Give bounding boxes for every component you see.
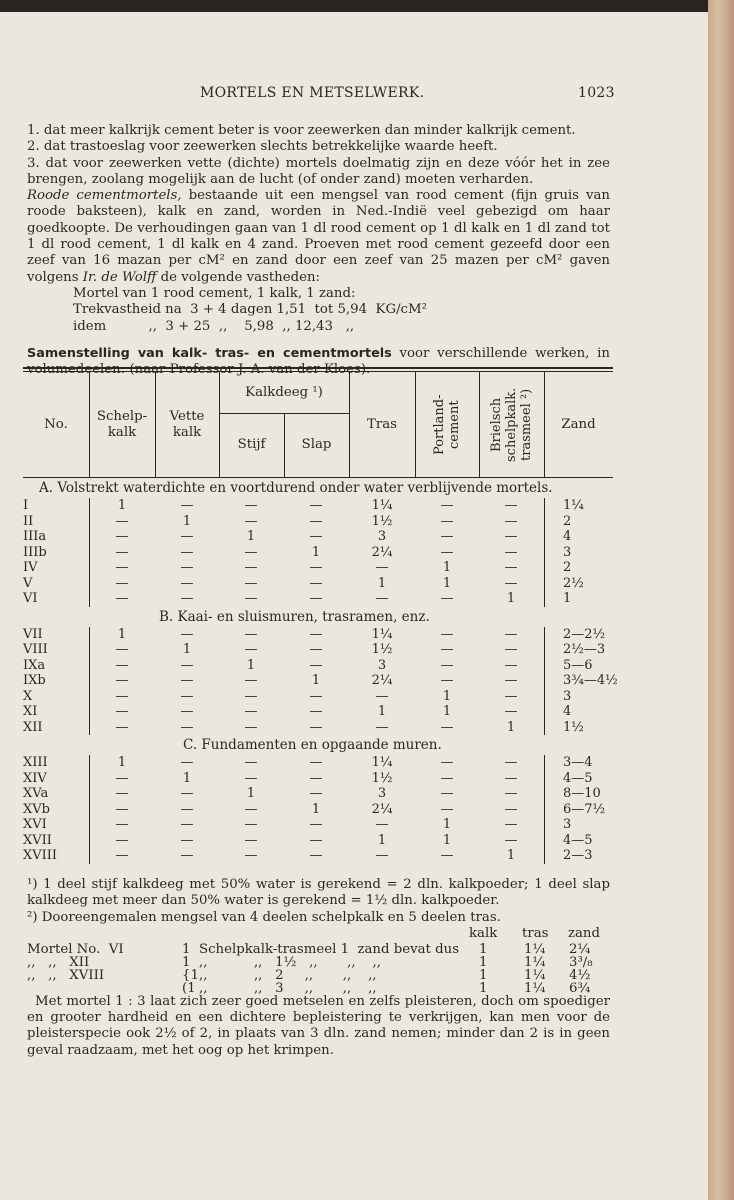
- roode-cementmortels-term: Roode cementmortels,: [27, 188, 182, 204]
- cell-no: IIIb: [23, 544, 47, 560]
- cell-zand: 2: [563, 560, 572, 575]
- cell-value: —: [244, 544, 258, 560]
- cell-zand: 4—5: [563, 832, 593, 848]
- cell-zand: 4: [563, 529, 572, 544]
- cell-value: —: [440, 498, 454, 513]
- cell-zand: 8—10: [563, 786, 601, 801]
- cell-value: —: [504, 626, 518, 642]
- cell-value: —: [309, 591, 323, 606]
- cell-value: —: [375, 719, 389, 735]
- mortar-table: [23, 367, 618, 864]
- table-top-rule: [23, 367, 613, 369]
- mix-col-kalk: kalk: [469, 925, 498, 941]
- cell-value: 1: [246, 657, 256, 673]
- cell-no: IV: [23, 560, 38, 575]
- cell-value: —: [504, 704, 518, 719]
- cell-value: —: [309, 832, 323, 848]
- cell-no: II: [23, 513, 34, 529]
- cell-value: —: [180, 786, 194, 801]
- running-title: MORTELS EN METSELWERK.: [200, 85, 425, 101]
- mix-col-zand: zand: [568, 925, 601, 941]
- cell-value: —: [375, 817, 389, 832]
- mix-zand: 3³/₈: [569, 954, 593, 970]
- cell-value: 1: [182, 770, 192, 786]
- header-stijf: Stijf: [237, 437, 266, 452]
- cell-zand: 1¼: [563, 498, 584, 513]
- cell-value: —: [244, 755, 258, 770]
- cell-value: —: [309, 513, 323, 529]
- cell-value: 1: [246, 529, 256, 544]
- cell-value: 1: [506, 719, 516, 735]
- cell-value: —: [309, 755, 323, 770]
- cell-value: —: [115, 848, 129, 863]
- table-row: [23, 514, 613, 530]
- cell-value: —: [440, 513, 454, 529]
- footnote-2: ²) Dooreengemalen mengsel van 4 deelen schelpkalk en 5 deelen tras.: [27, 909, 501, 925]
- cell-value: —: [115, 770, 129, 786]
- cell-value: —: [309, 704, 323, 719]
- mix-desc: ,, ,, 1½ ,, ,, ,,: [199, 954, 381, 970]
- mix-kalk: 1: [479, 980, 488, 996]
- cell-value: —: [115, 560, 129, 575]
- cell-value: 1: [117, 498, 127, 513]
- cell-value: —: [244, 704, 258, 719]
- cell-value: —: [115, 719, 129, 735]
- cell-value: —: [244, 688, 258, 704]
- cell-value: 2¼: [371, 801, 393, 817]
- cell-value: —: [440, 770, 454, 786]
- header-vette-kalk: Vette kalk: [169, 408, 205, 440]
- cell-value: —: [309, 626, 323, 642]
- cell-value: 1½: [371, 513, 393, 529]
- cell-zand: 3—4: [563, 755, 593, 770]
- cell-zand: 3: [563, 817, 572, 832]
- cell-no: VII: [23, 626, 43, 642]
- cell-value: —: [115, 801, 129, 817]
- cell-value: 1¼: [371, 498, 393, 513]
- mix-table: [27, 926, 610, 994]
- cell-value: —: [504, 786, 518, 801]
- cell-value: 3: [377, 529, 387, 544]
- cell-value: —: [309, 560, 323, 575]
- cell-value: —: [115, 513, 129, 529]
- cell-value: —: [375, 688, 389, 704]
- cell-value: 1: [442, 688, 452, 704]
- cell-value: —: [244, 591, 258, 606]
- cell-zand: 6—7½: [563, 801, 606, 817]
- table-heading-bold: Samenstelling van kalk- tras- en cementmortels: [27, 345, 392, 361]
- mix-desc: Schelpkalk-trasmeel 1 zand bevat dus: [199, 941, 460, 957]
- cell-value: —: [504, 513, 518, 529]
- mix-ratio: (1: [182, 980, 196, 996]
- table-row: [23, 560, 613, 576]
- cell-no: XVIII: [23, 848, 58, 863]
- cell-value: —: [244, 801, 258, 817]
- cell-no: V: [23, 575, 33, 591]
- cell-no: XIII: [23, 755, 48, 770]
- table-row: [23, 642, 613, 658]
- cell-value: 1: [311, 673, 321, 688]
- cell-value: —: [309, 657, 323, 673]
- cell-value: —: [504, 657, 518, 673]
- cell-value: —: [309, 688, 323, 704]
- body-text: [27, 123, 610, 378]
- mix-label: ,, ,, XII: [27, 954, 90, 970]
- cell-value: —: [115, 786, 129, 801]
- section-title: C. Fundamenten en opgaande muren.: [183, 737, 442, 753]
- table-row: [23, 817, 613, 833]
- cell-value: —: [115, 817, 129, 832]
- mix-tras: 1¼: [524, 980, 546, 996]
- cell-value: 1: [117, 626, 127, 642]
- cell-value: —: [244, 626, 258, 642]
- cell-value: 3: [377, 786, 387, 801]
- cell-value: —: [309, 498, 323, 513]
- cell-value: —: [375, 560, 389, 575]
- cell-value: —: [440, 544, 454, 560]
- cell-value: 1: [506, 591, 516, 606]
- cell-value: —: [180, 544, 194, 560]
- cell-value: —: [180, 719, 194, 735]
- cell-value: —: [244, 498, 258, 513]
- mix-label: ,, ,, XVIII: [27, 967, 105, 983]
- cell-value: —: [115, 544, 129, 560]
- conclusion-1: 1. dat meer kalkrijk cement beter is voor zeewerken dan minder kalkrijk cement.: [27, 123, 576, 138]
- cell-value: —: [115, 704, 129, 719]
- mix-tras: 1¼: [524, 954, 546, 970]
- cell-value: —: [504, 817, 518, 832]
- cell-no: XII: [23, 719, 43, 735]
- mix-zand: 2¼: [569, 941, 591, 957]
- mix-label: Mortel No. VI: [27, 941, 124, 957]
- mix-ratio: 1: [182, 954, 191, 970]
- mix-ratio: 1: [182, 941, 191, 957]
- header-slap: Slap: [301, 437, 332, 452]
- cell-value: 1: [442, 560, 452, 575]
- cell-value: —: [115, 688, 129, 704]
- cell-value: —: [244, 848, 258, 863]
- cell-no: XIV: [23, 770, 47, 786]
- cell-value: —: [244, 560, 258, 575]
- mix-zand: 6¾: [569, 980, 591, 996]
- cell-zand: 5—6: [563, 657, 593, 673]
- table-row: [23, 720, 613, 736]
- cell-value: —: [180, 560, 194, 575]
- section-title: A. Volstrekt waterdichte en voortdurend onder water verblijvende mortels.: [39, 480, 553, 496]
- cell-value: —: [504, 529, 518, 544]
- cell-value: —: [244, 832, 258, 848]
- cell-zand: 3: [563, 688, 572, 704]
- mix-header-row: [27, 926, 610, 942]
- cell-no: XVb: [23, 801, 50, 817]
- cell-value: 1: [117, 755, 127, 770]
- cell-value: —: [440, 642, 454, 657]
- table-row: [23, 704, 613, 720]
- cell-value: —: [180, 704, 194, 719]
- section-rows: [23, 498, 613, 607]
- section-title: B. Kaai- en sluismuren, trasramen, enz.: [159, 608, 430, 625]
- cell-value: —: [504, 832, 518, 848]
- cell-value: —: [504, 673, 518, 688]
- cell-value: —: [440, 786, 454, 801]
- mix-kalk: 1: [479, 941, 488, 957]
- cell-value: —: [309, 642, 323, 657]
- cell-value: —: [440, 801, 454, 817]
- mix-tras: 1¼: [524, 941, 546, 957]
- cell-value: —: [244, 642, 258, 657]
- cell-value: 1: [246, 786, 256, 801]
- cell-value: —: [115, 642, 129, 657]
- cell-no: I: [23, 498, 29, 513]
- cell-value: —: [115, 832, 129, 848]
- cell-value: —: [244, 513, 258, 529]
- table-row: [23, 786, 613, 802]
- cell-value: 1: [442, 575, 452, 591]
- cell-value: —: [180, 591, 194, 606]
- cell-value: —: [115, 657, 129, 673]
- table-row: [23, 591, 613, 607]
- cell-zand: 1: [563, 591, 572, 606]
- cell-value: 1: [442, 832, 452, 848]
- cell-no: XVa: [23, 786, 49, 801]
- table-row: [23, 576, 613, 592]
- cell-no: IXb: [23, 673, 46, 688]
- cell-value: —: [504, 544, 518, 560]
- mix-kalk: 1: [479, 967, 488, 983]
- cell-value: —: [309, 529, 323, 544]
- cell-value: 1: [311, 544, 321, 560]
- author-name: Ir. de Wolff: [82, 269, 157, 285]
- cell-value: —: [375, 848, 389, 863]
- cell-value: —: [244, 719, 258, 735]
- paragraph-end: de volgende vastheden:: [156, 269, 321, 285]
- cell-value: —: [180, 688, 194, 704]
- cell-no: XVI: [23, 817, 47, 832]
- header-tras: Tras: [367, 416, 397, 432]
- table-row: [23, 658, 613, 674]
- mix-row: [27, 981, 610, 997]
- table-row: [23, 529, 613, 545]
- cell-zand: 3¾—4½: [563, 673, 618, 688]
- cell-value: —: [309, 786, 323, 801]
- mix-desc: ,, ,, 2 ,, ,, ,,: [199, 967, 377, 983]
- cell-value: —: [180, 498, 194, 513]
- closing-paragraph: Met mortel 1 : 3 laat zich zeer goed metselen en zelfs pleisteren, doch om spoediger en grooter hardheid en een dichtere bepleistering te verkrijgen, kan men voor de pleisterspecie ook 2½ of 2, in plaats van 3 dln. zand nemen; minder dan 2 is in geen geval raadzaam, met het oog op het krimpen.: [27, 993, 610, 1058]
- footnotes: [27, 877, 610, 1059]
- table-row: [23, 627, 613, 643]
- table-row: [23, 673, 618, 689]
- header-portland-col: [415, 372, 479, 477]
- tensile-strength-line: Trekvastheid na 3 + 4 dagen 1,51 tot 5,94 KG/cM²: [73, 302, 427, 318]
- cell-value: —: [180, 848, 194, 863]
- paragraph-text: bestaande uit een mengsel van rood cement (fijn gruis van roode baksteen), kalk en zand, worden in Ned.-Indië veel gebezigd om haar goedkoopte. De verhoudingen gaan van 1 dl rood cement op 1 dl kalk en 1 dl zand tot 1 dl rood cement, 1 dl kalk en 4 zand. Proeven met rood cement gezeefd door een zeef van 16 mazan per cM² en zand door een zeef van 25 mazen per cM² gaven volgens: [27, 188, 610, 285]
- cell-value: 1: [442, 704, 452, 719]
- cell-value: —: [440, 529, 454, 544]
- cell-value: —: [504, 688, 518, 704]
- cell-value: —: [115, 673, 129, 688]
- cell-value: —: [309, 848, 323, 863]
- cell-zand: 2: [563, 513, 572, 529]
- cell-value: —: [180, 657, 194, 673]
- cell-zand: 2½—3: [563, 642, 606, 657]
- header-zand: Zand: [561, 416, 596, 432]
- cell-value: 1: [442, 817, 452, 832]
- cell-value: 1: [377, 832, 387, 848]
- cell-value: —: [440, 755, 454, 770]
- cell-value: 1: [506, 848, 516, 863]
- cell-no: VIII: [23, 642, 48, 657]
- cell-value: —: [504, 498, 518, 513]
- cell-value: —: [309, 770, 323, 786]
- table-heading-rest: voor verschillende werken, in volumedeelen: (naar Professor J. A. van der Kloes).: [27, 345, 610, 378]
- cell-value: 1: [377, 575, 387, 591]
- conclusion-2: 2. dat trastoeslag voor zeewerken slechts betrekkelijke waarde heeft.: [27, 139, 498, 155]
- cell-value: 1: [377, 704, 387, 719]
- cell-value: —: [244, 770, 258, 786]
- cell-value: —: [375, 591, 389, 606]
- cell-value: —: [180, 801, 194, 817]
- cell-value: —: [504, 755, 518, 770]
- cell-value: —: [440, 848, 454, 863]
- mix-ratio: {1: [182, 967, 199, 983]
- cell-value: —: [115, 529, 129, 544]
- mix-kalk: 1: [479, 954, 488, 970]
- table-row: [23, 771, 613, 787]
- cell-value: —: [180, 626, 194, 642]
- cell-value: —: [180, 673, 194, 688]
- page-number: 1023: [578, 85, 615, 101]
- cell-value: —: [244, 817, 258, 832]
- cell-value: 1½: [371, 770, 393, 786]
- mix-col-tras: tras: [522, 925, 549, 941]
- cell-value: —: [180, 832, 194, 848]
- cell-value: 1: [182, 642, 192, 657]
- cell-value: —: [309, 719, 323, 735]
- book-page: [0, 12, 708, 1200]
- cell-no: IXa: [23, 657, 46, 673]
- table-row: [23, 802, 613, 818]
- cell-no: IIIa: [23, 529, 47, 544]
- header-brielsch: Brielsch schelpkalk. trasmeel ²): [489, 387, 534, 462]
- section-rows: [23, 755, 613, 864]
- cell-value: 1¼: [371, 755, 393, 770]
- cell-zand: 4: [563, 704, 572, 719]
- mix-zand: 4½: [569, 967, 591, 983]
- cell-zand: 2½: [563, 575, 584, 591]
- cell-value: —: [180, 575, 194, 591]
- table-row: [23, 755, 613, 771]
- cell-value: —: [180, 817, 194, 832]
- cell-value: 2¼: [371, 673, 393, 688]
- cell-value: —: [244, 575, 258, 591]
- cell-no: XVII: [23, 832, 52, 848]
- cell-no: VI: [23, 591, 38, 606]
- table-body: [23, 478, 618, 864]
- cell-value: —: [504, 575, 518, 591]
- cell-zand: 4—5: [563, 770, 593, 786]
- cell-zand: 3: [563, 544, 572, 560]
- header-kalkdeeg: Kalkdeeg ¹): [245, 384, 323, 400]
- cell-value: —: [504, 770, 518, 786]
- table-row: [23, 545, 613, 561]
- cell-value: 1: [182, 513, 192, 529]
- cell-value: 1¼: [371, 626, 393, 642]
- conclusion-3: 3. dat voor zeewerken vette (dichte) mortels doelmatig zijn en deze vóór het in zee brengen, zoolang mogelijk aan de lucht (of onder zand) moeten verharden.: [27, 155, 610, 187]
- mix-desc: ,, ,, 3 ,, ,, ,,: [199, 980, 377, 996]
- cell-value: —: [115, 575, 129, 591]
- cell-value: —: [504, 560, 518, 575]
- cell-value: —: [440, 657, 454, 673]
- table-row: [23, 689, 613, 705]
- mortar-composition-line: Mortel van 1 rood cement, 1 kalk, 1 zand:: [73, 285, 356, 301]
- header-schelpkalk: Schelp-kalk: [96, 408, 148, 440]
- cell-value: —: [440, 719, 454, 735]
- cell-value: 1: [311, 801, 321, 817]
- cell-zand: 2—3: [563, 848, 593, 863]
- cell-value: —: [180, 529, 194, 544]
- cell-value: 3: [377, 657, 387, 673]
- cell-value: —: [440, 673, 454, 688]
- cell-value: —: [504, 801, 518, 817]
- cell-value: —: [309, 817, 323, 832]
- header-brielsch-col: [479, 372, 544, 477]
- cell-value: —: [309, 575, 323, 591]
- mix-tras: 1¼: [524, 967, 546, 983]
- header-portland: Portland-cement: [432, 394, 462, 455]
- section-rows: [23, 626, 618, 736]
- cell-value: 2¼: [371, 544, 393, 560]
- footnote-1: ¹) 1 deel stijf kalkdeeg met 50% water is gerekend = 2 dln. kalkpoeder; 1 deel slap kalkdeeg met meer dan 50% water is gerekend = 1½ dln. kalkpoeder.: [27, 877, 610, 909]
- cell-value: —: [180, 755, 194, 770]
- cell-zand: 2—2½: [563, 626, 606, 642]
- cell-value: —: [504, 642, 518, 657]
- table-row: [23, 498, 613, 514]
- cell-value: —: [115, 591, 129, 606]
- book-spine: [708, 0, 734, 1200]
- table-row: [23, 833, 613, 849]
- roode-cementmortels-paragraph: [27, 188, 610, 286]
- header-no: No.: [44, 416, 68, 432]
- cell-no: X: [23, 688, 33, 704]
- cell-value: —: [440, 626, 454, 642]
- cell-zand: 1½: [563, 719, 584, 735]
- cell-value: —: [244, 673, 258, 688]
- table-row: [23, 848, 613, 864]
- table-header: [23, 372, 613, 477]
- cell-value: 1½: [371, 642, 393, 657]
- cell-value: —: [440, 591, 454, 606]
- idem-line: idem ,, 3 + 25 ,, 5,98 ,, 12,43 ,,: [73, 318, 355, 334]
- cell-no: XI: [23, 704, 38, 719]
